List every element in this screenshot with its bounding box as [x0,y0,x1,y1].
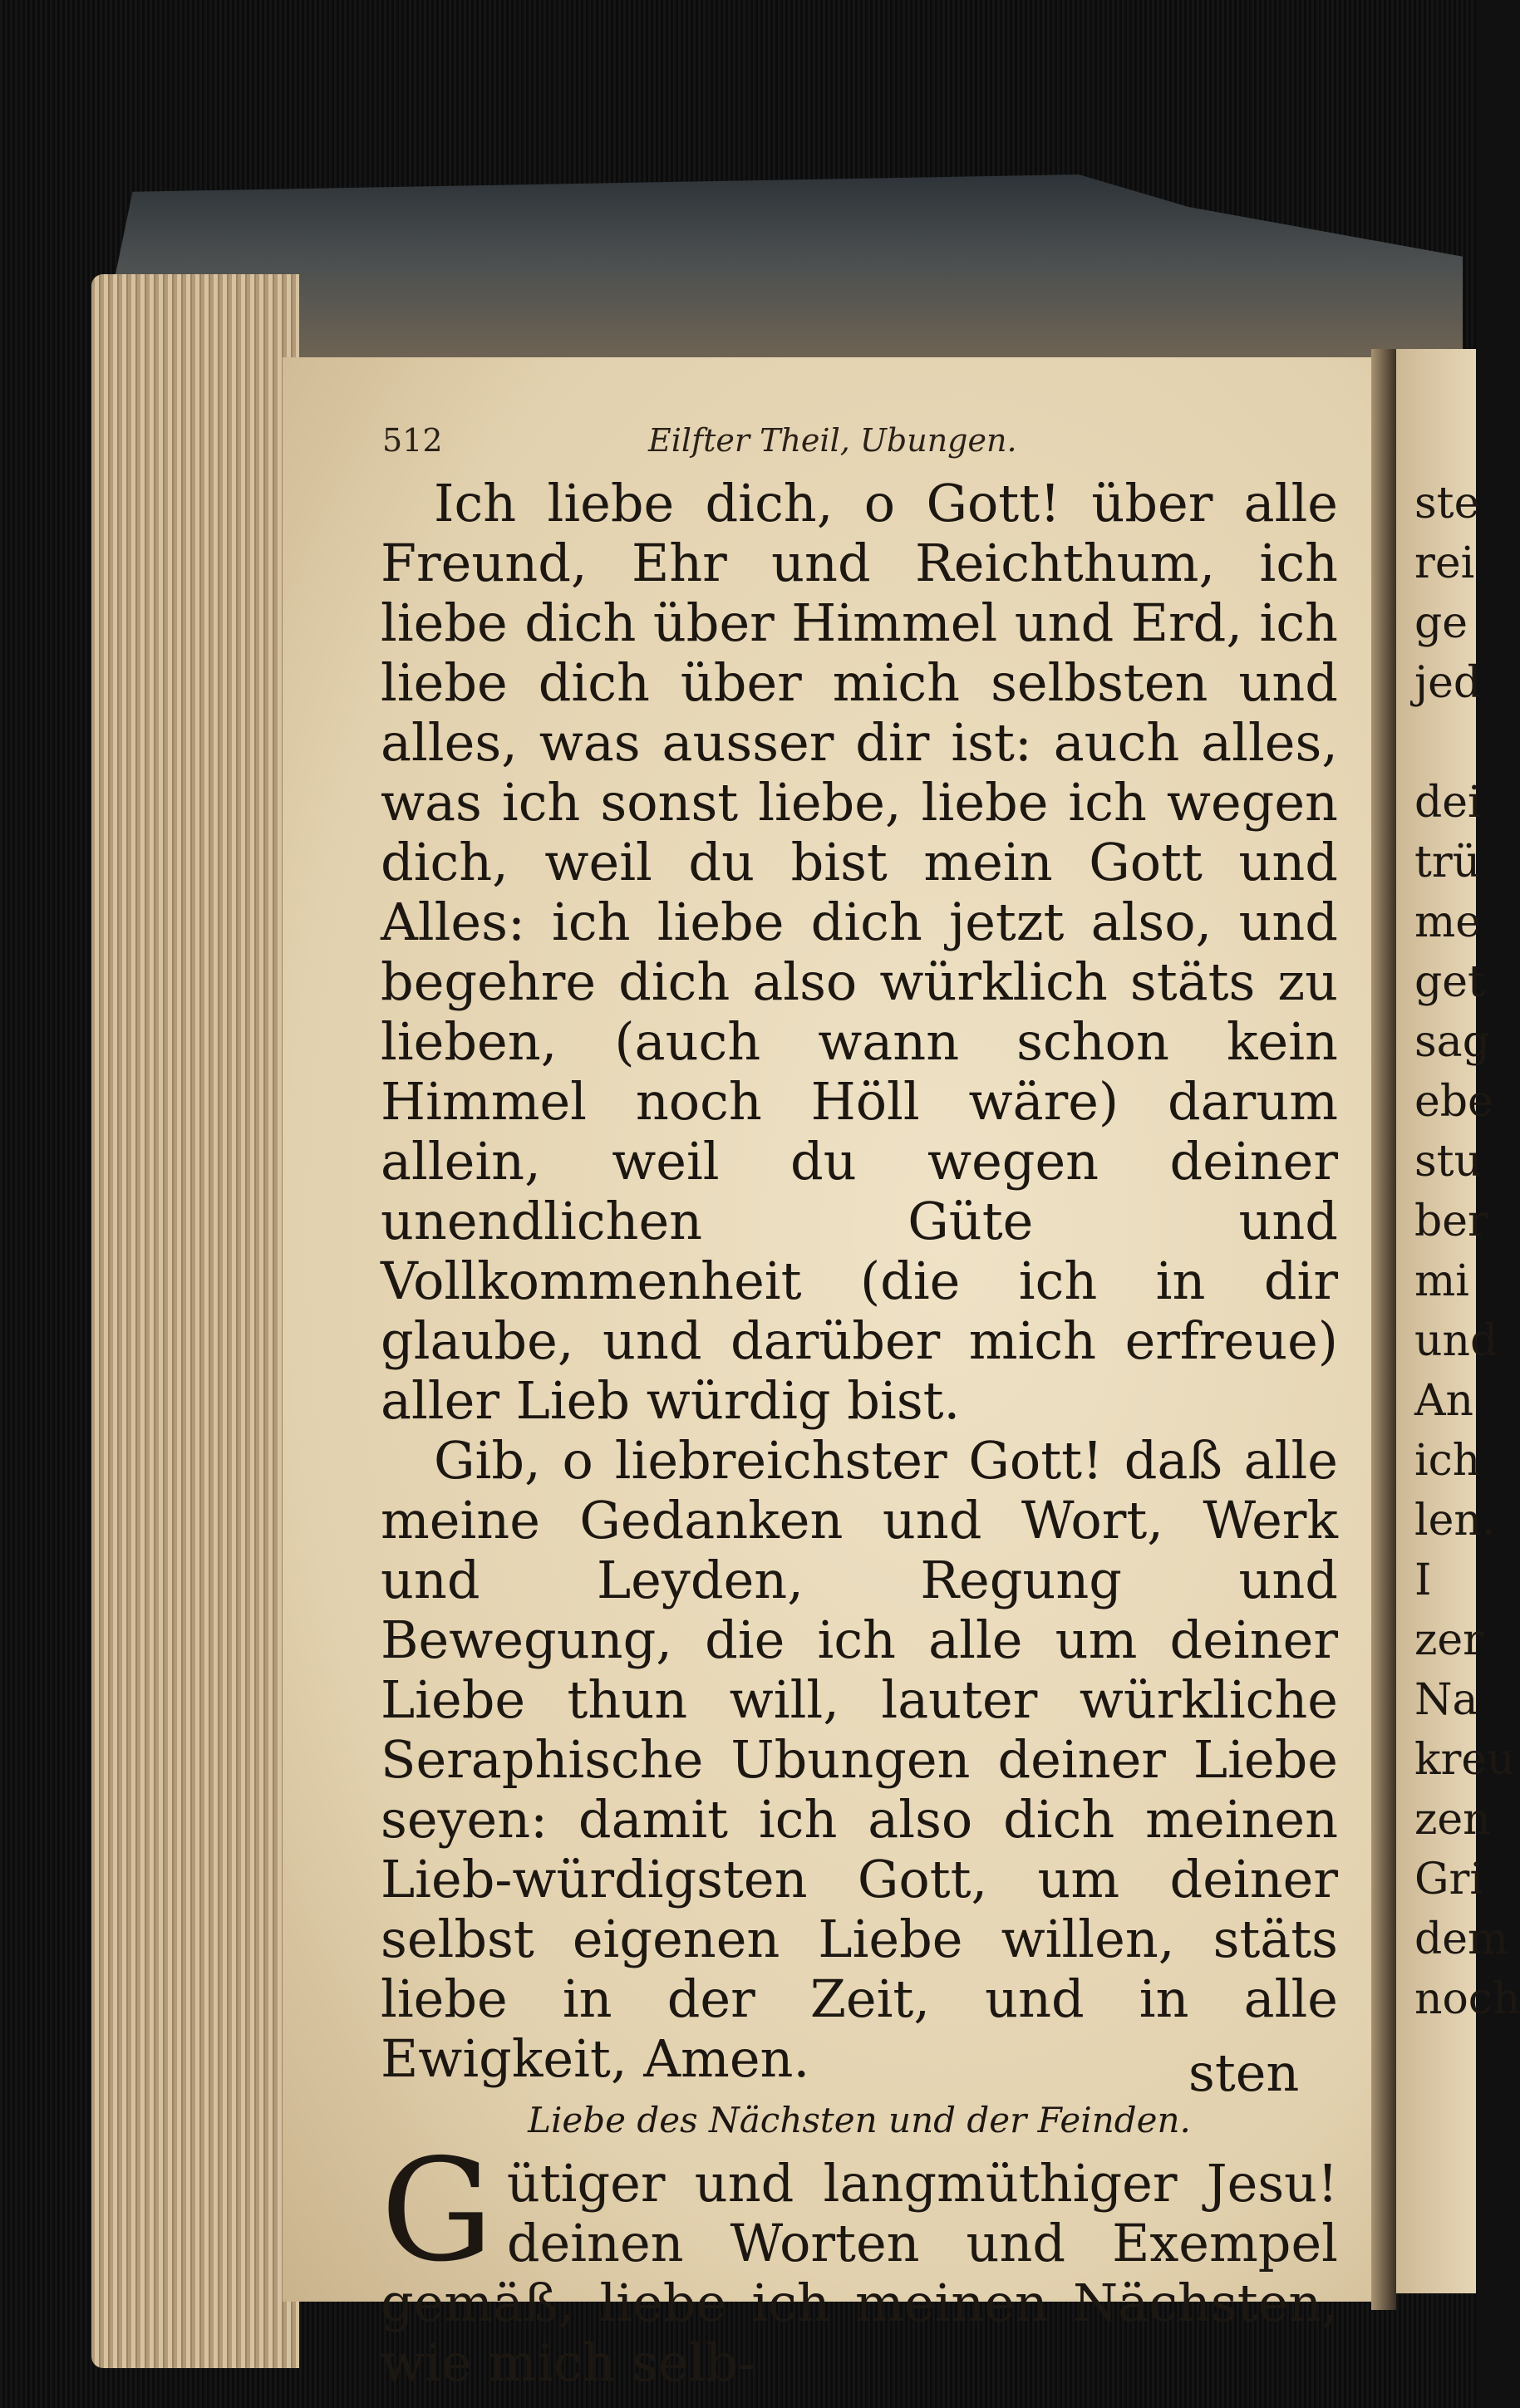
facing-line: An [1414,1376,1474,1426]
facing-line: dem [1414,1914,1509,1964]
page-number: 512 [382,422,443,459]
paragraph-1: Ich liebe dich, o Gott! über alle Freund, Ehr und Reichthum, ich liebe dich über Himmel und Erd, ich liebe dich über mich selbsten und alles, was ausser dir ist: auch alles, was ich sonst liebe, liebe ich wegen dich, weil du bist mein Gott und Alles: ich liebe dich jetzt also, und begehre dich also würklich stäts zu lieben, (auch wann schon kein Himmel noch Höll wäre) darum allein, weil du wegen deiner unendlichen Güte und Vollkommenheit (die ich in dir glaube, und darüber mich erfreue) aller Lieb würdig bist. [381,473,1338,1431]
catchword: sten [1188,2042,1300,2103]
page-block-edge [91,274,299,2368]
facing-line: rei [1414,538,1475,588]
facing-line: ebe [1414,1077,1493,1127]
facing-line: noch [1414,1974,1520,2024]
facing-line: me [1414,897,1482,947]
paragraph-2: Gib, o liebreichster Gott! daß alle meine Gedanken und Wort, Werk und Leyden, Regung und Bewegung, die ich alle um deiner Liebe thun will, lauter würkliche Seraphische Ubungen deiner Liebe seyen: damit ich also dich meinen Lieb-würdigsten Gott, um deiner selbst eigenen Liebe willen, stäts liebe in der Zeit, und in alle Ewigkeit, Amen. [381,1430,1338,2089]
facing-page-text [1414,474,1520,2029]
facing-line: mi [1414,1256,1469,1306]
facing-line: I [1414,1555,1432,1605]
facing-line: ge [1414,598,1468,648]
facing-line: kreu [1414,1735,1515,1785]
facing-line: und [1414,1316,1498,1366]
facing-line: ich [1414,1436,1481,1486]
facing-line: len. [1414,1496,1496,1546]
facing-line: Na [1414,1675,1478,1725]
facing-line: Gri [1414,1855,1484,1904]
facing-line: jed [1414,658,1482,708]
facing-line: zer [1414,1615,1484,1665]
page-body [381,474,1338,2393]
facing-line: dei [1414,778,1482,828]
running-title: Eilfter Theil, Ubungen. [648,422,1017,459]
facing-line: get [1414,957,1485,1007]
facing-line: ber [1414,1197,1488,1246]
facing-line: sag [1414,1017,1490,1067]
facing-line: ste [1414,479,1480,528]
gutter-shadow [1371,349,1396,2310]
page-header [382,422,1330,472]
facing-line: zen [1414,1795,1491,1845]
facing-line: trü [1414,838,1481,887]
paragraph-3: Gütiger und langmüthiger Jesu! deinen Worten und Exempel gemäß, liebe ich meinen Nächsten, wie mich selb- [381,2129,1338,2393]
section-heading: Liebe des Nächsten und der Feinden. [528,2100,1191,2140]
facing-line [1414,713,1476,773]
facing-line: stu [1414,1137,1483,1187]
